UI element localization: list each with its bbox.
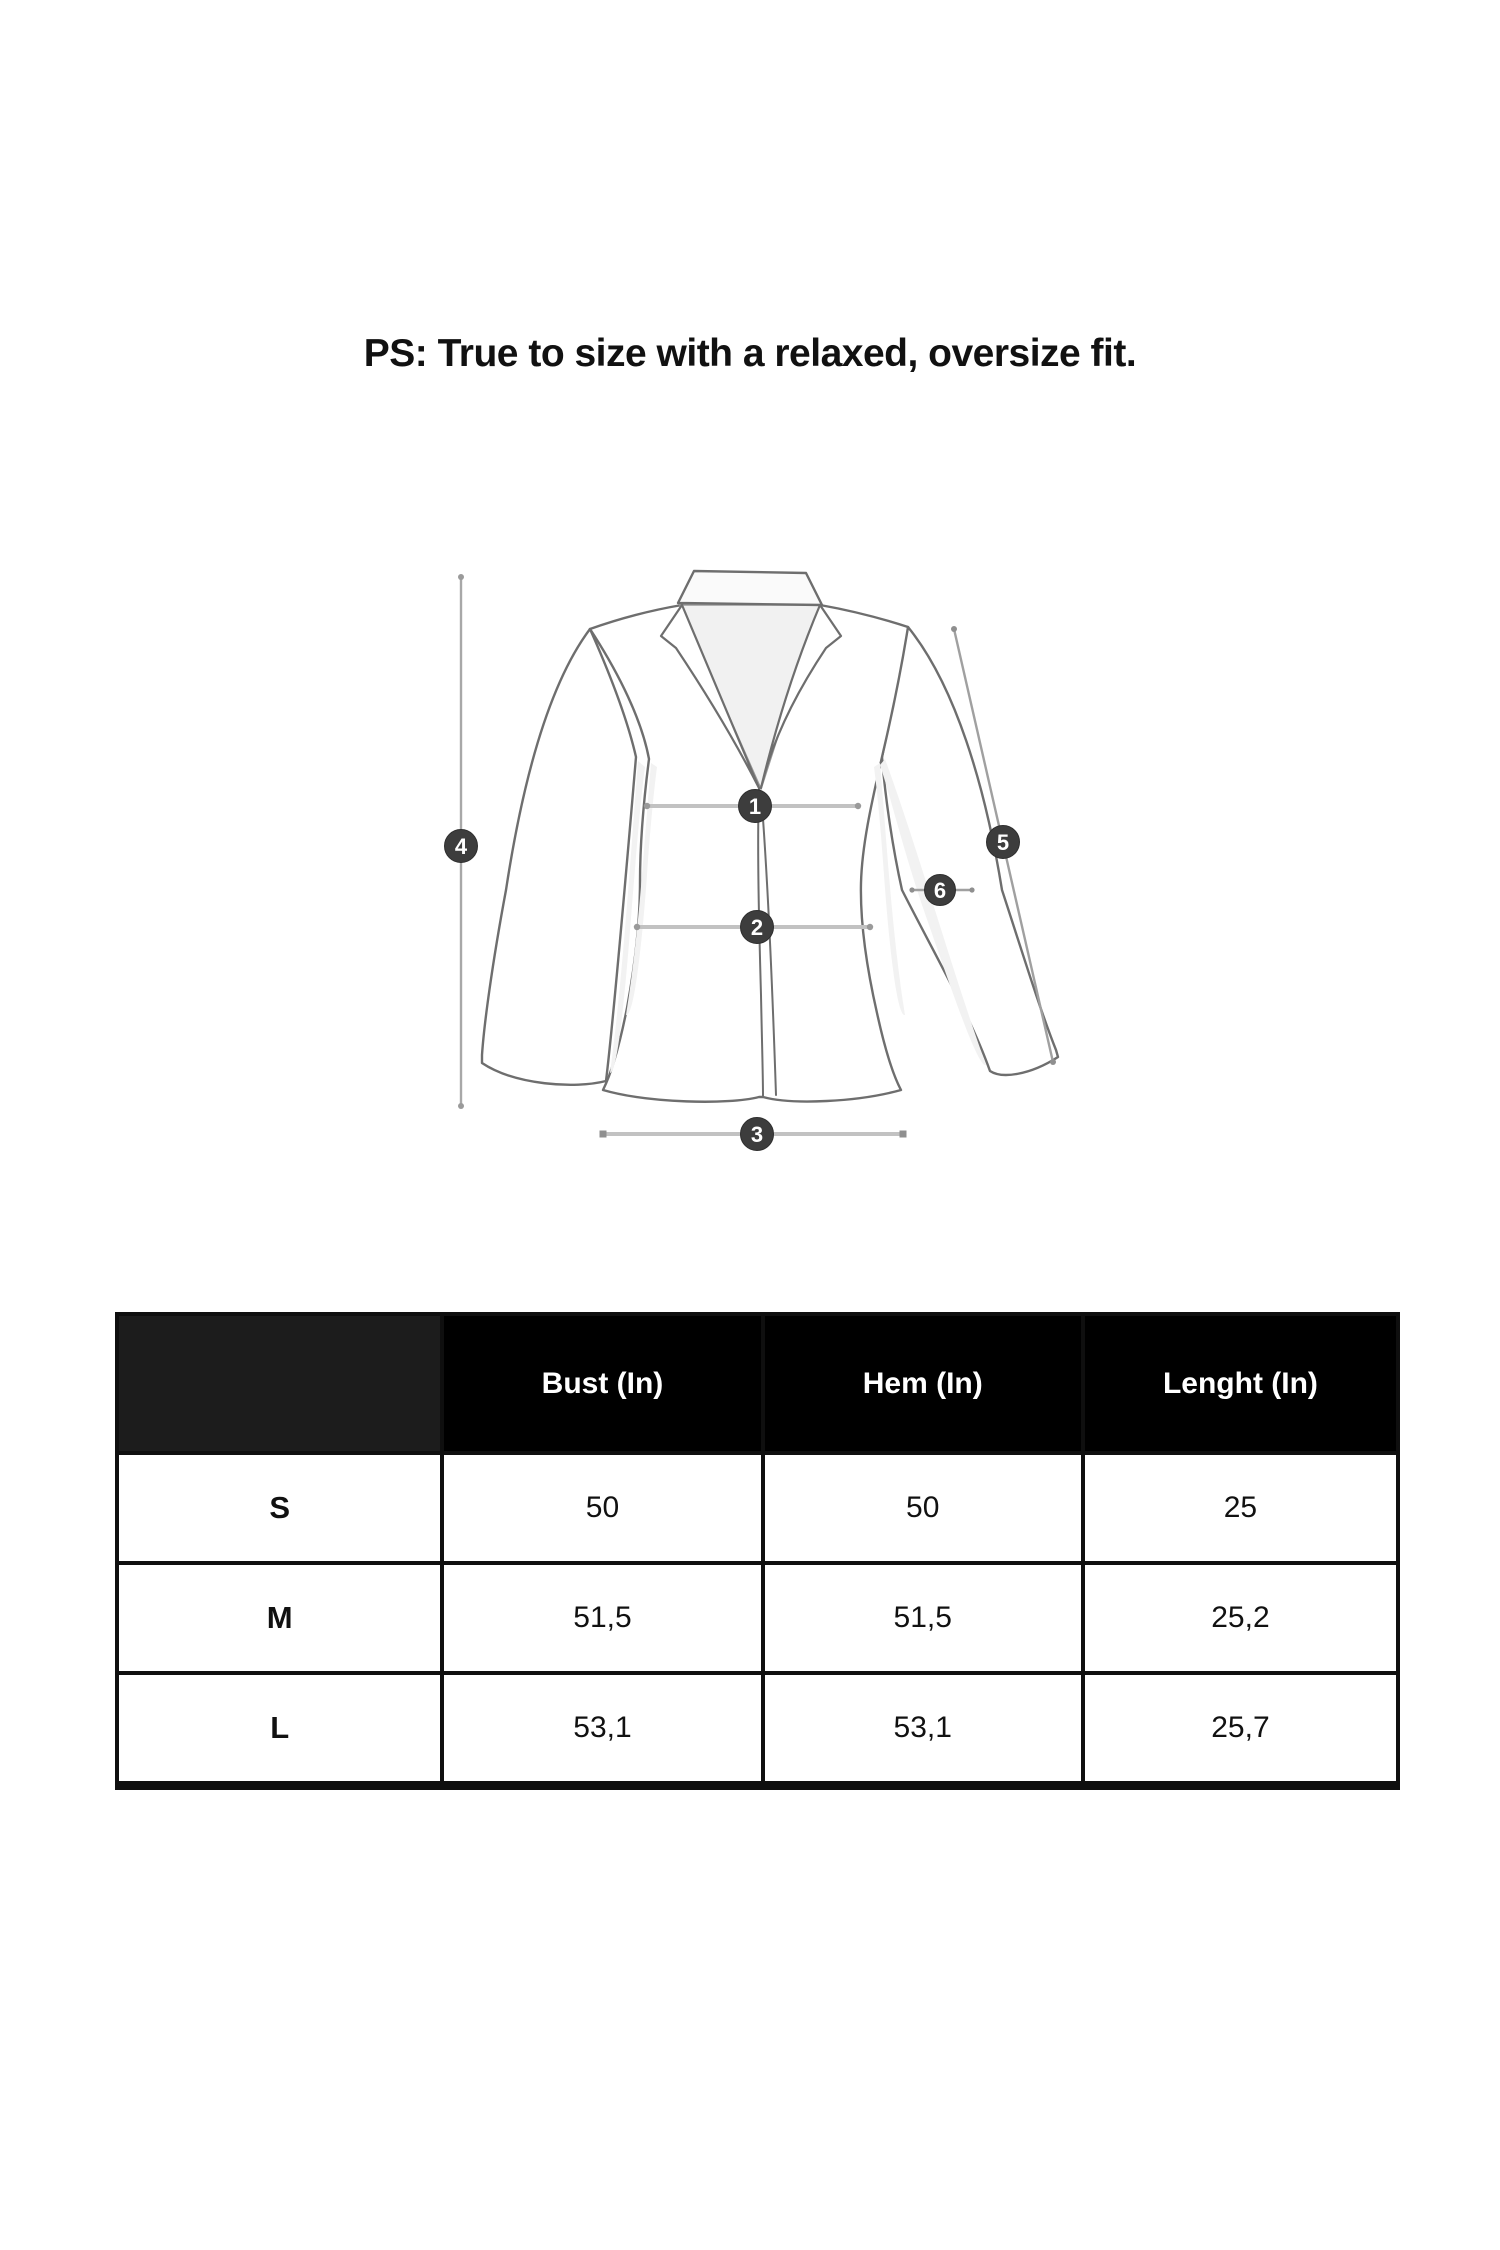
hem-value: 53,1	[763, 1673, 1083, 1786]
hem-value: 51,5	[763, 1563, 1083, 1673]
endpoint-square	[900, 1131, 907, 1138]
endpoint-dot	[634, 924, 640, 930]
bust-value: 50	[442, 1453, 762, 1563]
header-cell-empty	[117, 1314, 442, 1453]
marker-label-5: 5	[996, 830, 1010, 855]
header-cell-hem: Hem (In)	[763, 1314, 1083, 1453]
table-row-s	[117, 1453, 1398, 1563]
jacket-illustration	[482, 571, 1058, 1102]
marker-label-6: 6	[933, 878, 947, 903]
table-row-m	[117, 1563, 1398, 1673]
endpoint-dot	[969, 887, 974, 892]
marker-label-3: 3	[750, 1122, 764, 1147]
size-table	[115, 1312, 1400, 1790]
size-label: M	[117, 1563, 442, 1673]
blazer-diagram-svg	[430, 545, 1070, 1195]
marker-label-1: 1	[748, 794, 762, 819]
blazer-measurement-diagram	[430, 545, 1070, 1195]
endpoint-square	[600, 1131, 607, 1138]
endpoint-dot	[909, 887, 914, 892]
header-cell-length: Lenght (In)	[1083, 1314, 1398, 1453]
endpoint-dot	[458, 574, 464, 580]
measurement-hem	[600, 1118, 907, 1151]
endpoint-dot	[644, 803, 650, 809]
jacket-collar	[678, 571, 822, 605]
table-row-l	[117, 1673, 1398, 1786]
length-value: 25,7	[1083, 1673, 1398, 1786]
marker-label-2: 2	[750, 915, 764, 940]
bust-value: 51,5	[442, 1563, 762, 1673]
marker-label-4: 4	[454, 834, 468, 859]
hem-value: 50	[763, 1453, 1083, 1563]
bust-value: 53,1	[442, 1673, 762, 1786]
length-value: 25	[1083, 1453, 1398, 1563]
size-table-header-row	[117, 1314, 1398, 1453]
endpoint-dot	[1050, 1059, 1056, 1065]
header-cell-bust: Bust (In)	[442, 1314, 762, 1453]
endpoint-dot	[867, 924, 873, 930]
length-value: 25,2	[1083, 1563, 1398, 1673]
endpoint-dot	[951, 626, 957, 632]
endpoint-dot	[458, 1103, 464, 1109]
size-label: L	[117, 1673, 442, 1786]
page-title: PS: True to size with a relaxed, oversize fit.	[363, 332, 1137, 375]
size-label: S	[117, 1453, 442, 1563]
jacket-left-sleeve	[482, 629, 636, 1085]
measurement-length	[445, 574, 478, 1109]
endpoint-dot	[855, 803, 861, 809]
